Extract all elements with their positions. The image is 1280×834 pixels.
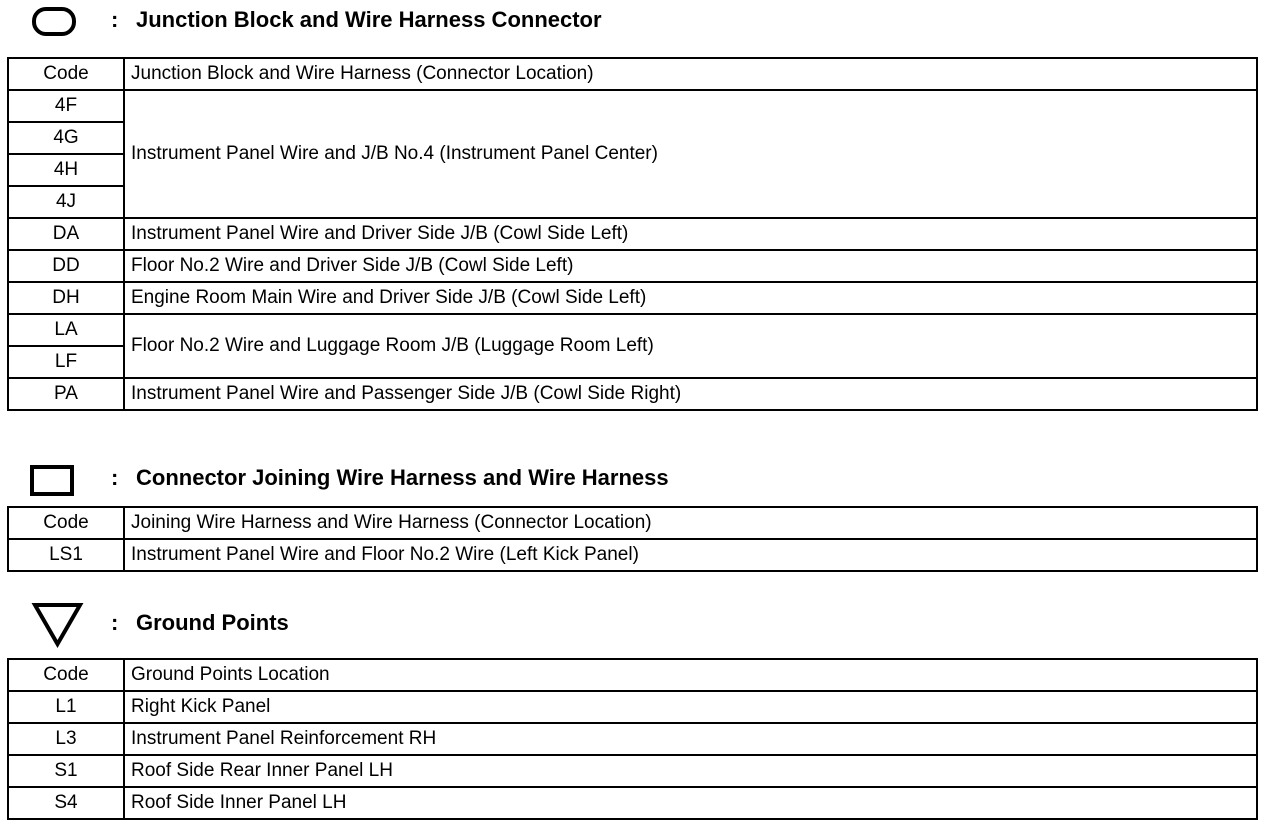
code-cell: DD [8, 250, 124, 282]
section-colon: : [111, 465, 119, 490]
table-row [8, 539, 1257, 571]
location-cell: Floor No.2 Wire and Driver Side J/B (Cowl Side Left) [124, 250, 1257, 282]
code-header: Code [8, 659, 124, 691]
section-colon: : [111, 610, 119, 635]
location-cell: Instrument Panel Wire and J/B No.4 (Instrument Panel Center) [124, 90, 1257, 218]
junction-block-section-header [0, 0, 1280, 40]
rounded-rectangle-icon [30, 3, 78, 39]
table-row [8, 250, 1257, 282]
code-cell: LA [8, 314, 124, 346]
table-row [8, 378, 1257, 410]
rectangle-icon [30, 460, 78, 496]
code-cell: 4F [8, 90, 124, 122]
section-colon: : [111, 7, 119, 32]
section-title: Junction Block and Wire Harness Connector [136, 7, 602, 32]
ground-points-table [7, 658, 1258, 820]
location-cell: Instrument Panel Wire and Passenger Side J/B (Cowl Side Right) [124, 378, 1257, 410]
location-header: Ground Points Location [124, 659, 1257, 691]
location-cell: Instrument Panel Wire and Driver Side J/B (Cowl Side Left) [124, 218, 1257, 250]
code-cell: L1 [8, 691, 124, 723]
junction-block-table [7, 57, 1258, 411]
code-header: Code [8, 58, 124, 90]
table-row [8, 314, 1257, 346]
code-header: Code [8, 507, 124, 539]
code-cell: PA [8, 378, 124, 410]
location-cell: Roof Side Rear Inner Panel LH [124, 755, 1257, 787]
code-cell: DH [8, 282, 124, 314]
code-cell: S1 [8, 755, 124, 787]
table-row [8, 282, 1257, 314]
code-cell: DA [8, 218, 124, 250]
table-row [8, 723, 1257, 755]
location-cell: Right Kick Panel [124, 691, 1257, 723]
location-cell: Instrument Panel Wire and Floor No.2 Wire (Left Kick Panel) [124, 539, 1257, 571]
table-row [8, 90, 1257, 122]
table-header-row [8, 659, 1257, 691]
table-row [8, 755, 1257, 787]
connector-joining-table [7, 506, 1258, 572]
code-cell: L3 [8, 723, 124, 755]
code-cell: 4H [8, 154, 124, 186]
code-cell: 4J [8, 186, 124, 218]
location-header: Joining Wire Harness and Wire Harness (Connector Location) [124, 507, 1257, 539]
table-row [8, 218, 1257, 250]
table-header-row [8, 507, 1257, 539]
code-cell: LF [8, 346, 124, 378]
location-cell: Instrument Panel Reinforcement RH [124, 723, 1257, 755]
code-cell: 4G [8, 122, 124, 154]
connector-joining-section-header [0, 458, 1280, 498]
location-cell: Floor No.2 Wire and Luggage Room J/B (Luggage Room Left) [124, 314, 1257, 378]
table-header-row [8, 58, 1257, 90]
section-title: Connector Joining Wire Harness and Wire Harness [136, 465, 669, 490]
table-row [8, 787, 1257, 819]
table-row [8, 691, 1257, 723]
location-header: Junction Block and Wire Harness (Connector Location) [124, 58, 1257, 90]
ground-points-section-header [0, 600, 1280, 640]
location-cell: Engine Room Main Wire and Driver Side J/B (Cowl Side Left) [124, 282, 1257, 314]
code-cell: S4 [8, 787, 124, 819]
code-cell: LS1 [8, 539, 124, 571]
triangle-down-icon [30, 600, 90, 650]
location-cell: Roof Side Inner Panel LH [124, 787, 1257, 819]
section-title: Ground Points [136, 610, 289, 635]
